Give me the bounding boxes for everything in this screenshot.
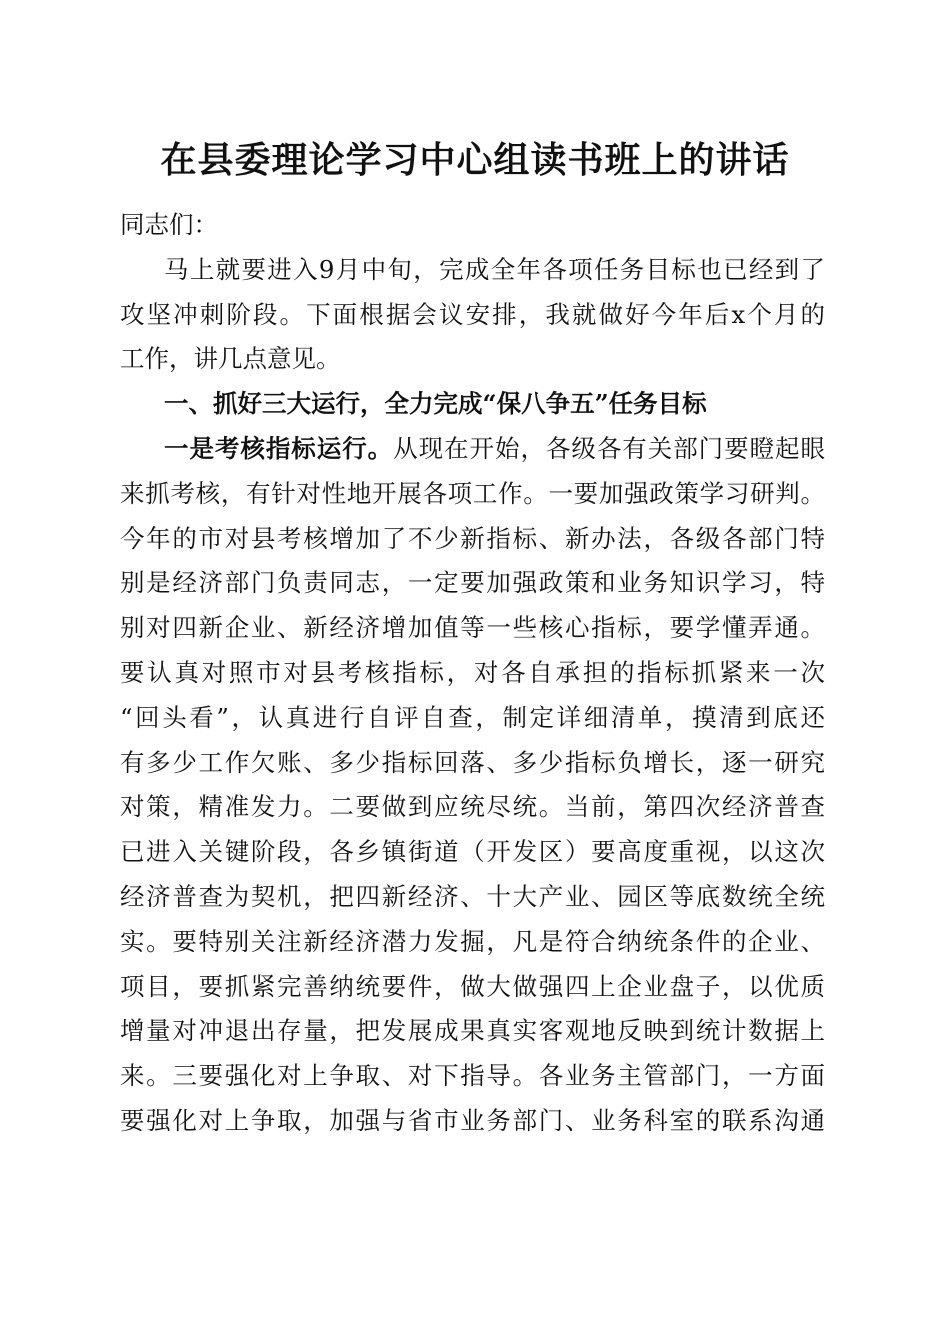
body-line: 增量对冲退出存量，把发展成果真实客观地反映到统计数据上 bbox=[120, 1016, 825, 1046]
body-line: 要认真对照市对县考核指标，对各自承担的指标抓紧来一次 bbox=[120, 657, 825, 687]
body-line: 已进入关键阶段，各乡镇街道（开发区）要高度重视，以这次 bbox=[120, 837, 825, 867]
body-line: 有多少工作欠账、多少指标回落、多少指标负增长，逐一研究 bbox=[120, 747, 825, 777]
body-line: “回头看”，认真进行自评自查，制定详细清单，摸清到底还 bbox=[120, 702, 825, 732]
section-first-line bbox=[120, 427, 825, 472]
body-line: 来。三要强化对上争取、对下指导。各业务主管部门，一方面 bbox=[120, 1061, 825, 1091]
section-heading: 一、抓好三大运行，全力完成“保八争五”任务目标 bbox=[164, 389, 707, 419]
intro-line: 攻坚冲刺阶段。下面根据会议安排，我就做好今年后x个月的 bbox=[120, 299, 825, 329]
section-subheading: 一是考核指标运行。 bbox=[164, 433, 394, 463]
salutation: 同志们： bbox=[120, 210, 218, 239]
body-line: 实。要特别关注新经济潜力发掘，凡是符合纳统条件的企业、 bbox=[120, 926, 825, 956]
intro-line: 工作，讲几点意见。 bbox=[120, 344, 341, 374]
body-line: 经济普查为契机，把四新经济、十大产业、园区等底数统全统 bbox=[120, 881, 825, 911]
document-title: 在县委理论学习中心组读书班上的讲话 bbox=[160, 139, 790, 181]
document-body bbox=[120, 203, 825, 1144]
body-line: 来抓考核，有针对性地开展各项工作。一要加强政策学习研判。 bbox=[120, 478, 825, 508]
body-line: 别对四新企业、新经济增加值等一些核心指标，要学懂弄通。 bbox=[120, 613, 825, 643]
body-line: 别是经济部门负责同志，一定要加强政策和业务知识学习，特 bbox=[120, 568, 825, 598]
body-line: 要强化对上争取，加强与省市业务部门、业务科室的联系沟通 bbox=[120, 1105, 825, 1135]
section-first-line-text: 从现在开始，各级各有关部门要瞪起眼 bbox=[393, 433, 825, 463]
body-line: 项目，要抓紧完善纳统要件，做大做强四上企业盘子，以优质 bbox=[120, 971, 825, 1001]
body-line: 对策，精准发力。二要做到应统尽统。当前，第四次经济普查 bbox=[120, 792, 825, 822]
body-line: 今年的市对县考核增加了不少新指标、新办法，各级各部门特 bbox=[120, 523, 825, 553]
intro-line: 马上就要进入9月中旬，完成全年各项任务目标也已经到了 bbox=[164, 254, 825, 284]
